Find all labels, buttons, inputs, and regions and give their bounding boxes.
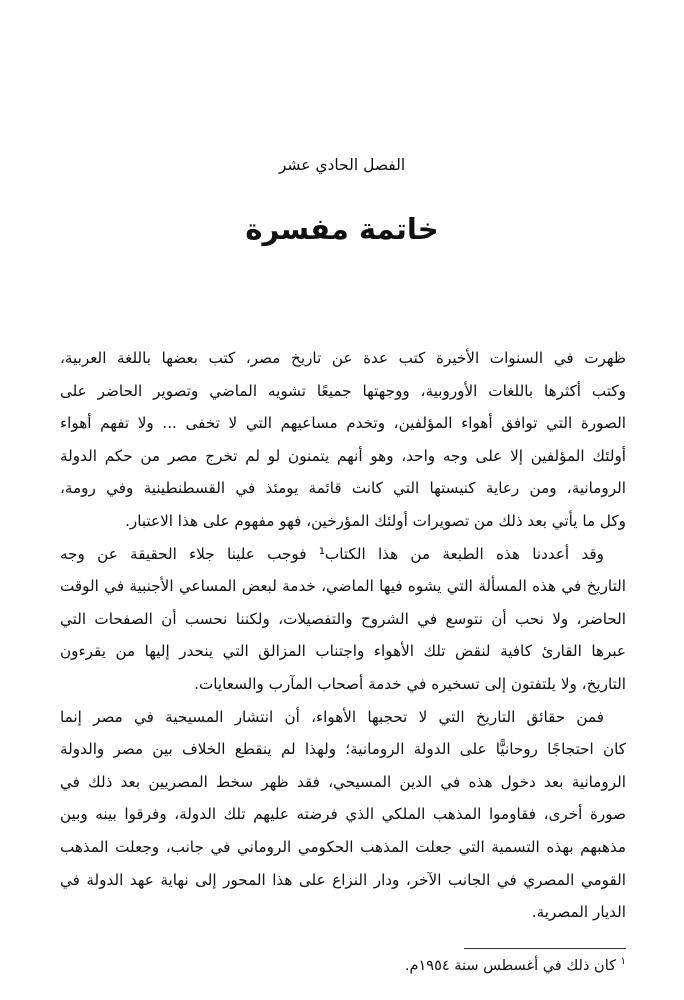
text-line: صورة أخرى، فقاوموا المذهب الملكي الذي فرضته عليهم تلك الدولة، وفرقوا بينه وبين xyxy=(60,805,626,824)
paragraph-1 xyxy=(60,342,626,538)
text-line: القومي المصري في الجانب الآخر، ودار النزاع على هذا المحور إلى نهاية عهد الدولة في xyxy=(60,870,626,889)
text-line: التاريخ، ولا يلتفتون إلى تسخيره في خدمة أصحاب المآرب والسعايات. xyxy=(194,674,626,693)
text-line: ظهرت في السنوات الأخيرة كتب عدة عن تاريخ مصر، كتب بعضها باللغة العربية، xyxy=(60,349,626,367)
footnote-marker: ١ xyxy=(620,956,626,967)
chapter-label: الفصل الحادي عشر xyxy=(278,156,406,174)
footnote-divider xyxy=(464,948,626,949)
text-line: فمن حقائق التاريخ التي لا تحجبها الأهواء، أن انتشار المسيحية في مصر إنما xyxy=(60,707,604,726)
text-line: التاريخ في هذه المسألة التي يشوه فيها الماضي، خدمة لبعض المساعي الأجنبية في الوقت xyxy=(60,577,626,596)
text-line: الرومانية بعد دخول هذه في الدين المسيحي، فقد ظهر سخط المصريين بعد ذلك في xyxy=(60,772,626,791)
text-line: وكتب أكثرها باللغات الأوروبية، ووجهتها جميعًا تشويه الماضي وتصوير الحاضر على xyxy=(60,381,626,400)
text-line: الحاضر، ولا نحب أن نتوسع في الشروح والتفصيلات، ولكننا نحسب أن الصفحات التي xyxy=(60,609,626,628)
text-line: وقد أعددنا هذه الطبعة من هذا الكتاب¹ فوجب علينا جلاء الحقيقة عن وجه xyxy=(60,544,604,563)
text-line: كان احتجاجًا روحانيًّا على الدولة الرومانية؛ ولهذا لم ينقطع الخلاف بين مصر والدولة xyxy=(60,740,626,759)
footnote xyxy=(60,956,626,974)
paragraph-3 xyxy=(60,701,626,929)
text-line: عبرها القارئ كافية لنقض تلك الأهواء واجتناب المزالق التي ينحدر إليها من يقرءون xyxy=(60,642,626,661)
text-line: الرومانية، ومن رعاية كنيستها التي كانت قائمة يومئذ في القسطنطينية وفي رومة، xyxy=(60,479,626,498)
text-line: الديار المصرية. xyxy=(531,903,626,922)
text-line: مذهبهم بهذه التسمية التي جعلت المذهب الحكومي الروماني في جانب، وجعلت المذهب xyxy=(60,837,626,856)
text-line: الصورة التي توافق أهواء المؤلفين، وتخدم مساعيهم التي لا تخفى ... ولا تفهم أهواء xyxy=(60,414,626,433)
text-line: وكل ما يأتي بعد ذلك من تصويرات أولئك المؤرخين، فهو مفهوم على هذا الاعتبار. xyxy=(125,511,626,530)
footnote-text: كان ذلك في أغسطس سنة ١٩٥٤م. xyxy=(404,957,617,974)
chapter-title: خاتمة مفسرة xyxy=(245,212,439,246)
paragraph-2 xyxy=(60,538,626,701)
body-text xyxy=(60,342,626,929)
text-line: أولئك المؤلفين إلا على وجه واحد، وهو أنهم يتمنون لو لم تخرج مصر من حكم الدولة xyxy=(60,446,626,465)
